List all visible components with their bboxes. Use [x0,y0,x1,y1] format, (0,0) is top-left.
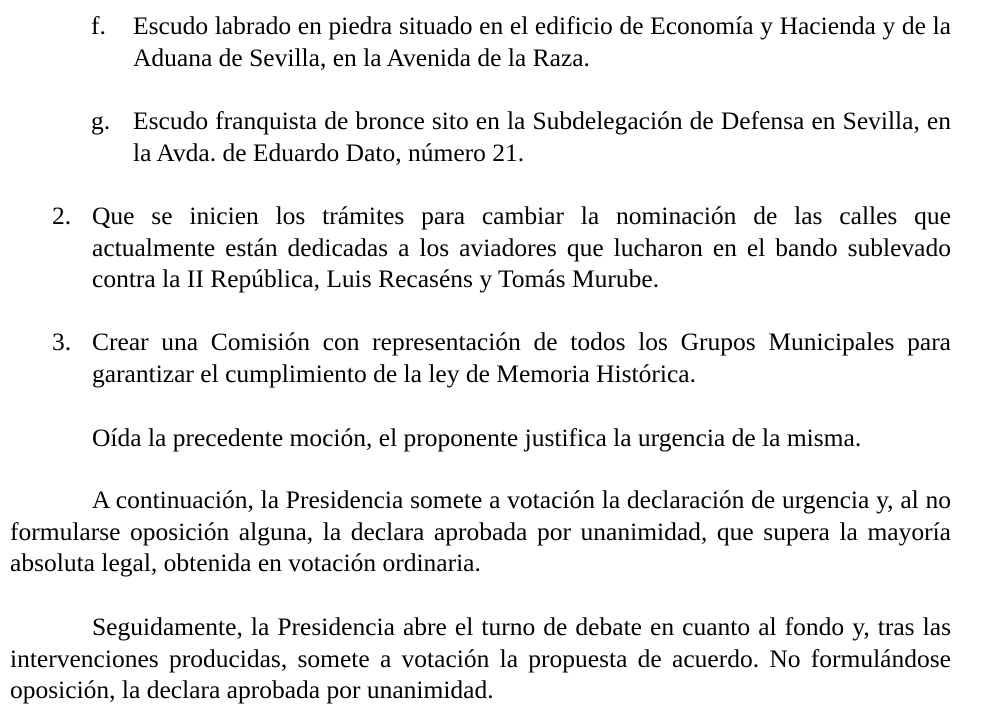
list-item-2 [52,200,951,295]
list-item-label: 3. [52,327,72,356]
list-item-label: g. [91,106,111,135]
list-item-label: 2. [52,201,72,230]
paragraph-urgency-vote: A continuación, la Presidencia somete a votación la declaración de urgencia y, al no formularse oposición alguna, la declara aprobada por unanimidad, que supera la mayoría absoluta legal, obtenida en votación ordinaria. [10,485,951,577]
paragraph-motion-urgency: Oída la precedente moción, el proponente justifica la urgencia de la misma. [92,423,862,452]
list-item-text: Que se inicien los trámites para cambiar la nominación de las calles que actualmente están dedicadas a los aviadores que lucharon en el bando sublevado contra la II República, Luis Recaséns y Tomás Murube. [92,201,951,293]
list-item-3 [52,326,951,389]
list-item-text: Escudo franquista de bronce sito en la Subdelegación de Defensa en Sevilla, en la Avda. de Eduardo Dato, número 21. [133,106,951,167]
list-item-f [91,10,951,73]
list-item-text: Escudo labrado en piedra situado en el edificio de Economía y Hacienda y de la Aduana de Sevilla, en la Avenida de la Raza. [133,11,951,72]
list-item-text: Crear una Comisión con representación de todos los Grupos Municipales para garantizar el cumplimiento de la ley de Memoria Histórica. [92,327,951,388]
list-item-label: f. [91,11,106,40]
paragraph-debate-vote: Seguidamente, la Presidencia abre el turno de debate en cuanto al fondo y, tras las intervenciones producidas, somete a votación la propuesta de acuerdo. No formulándose oposición, la declara aprobada por unanimidad. [10,612,951,704]
list-item-g [91,105,951,168]
